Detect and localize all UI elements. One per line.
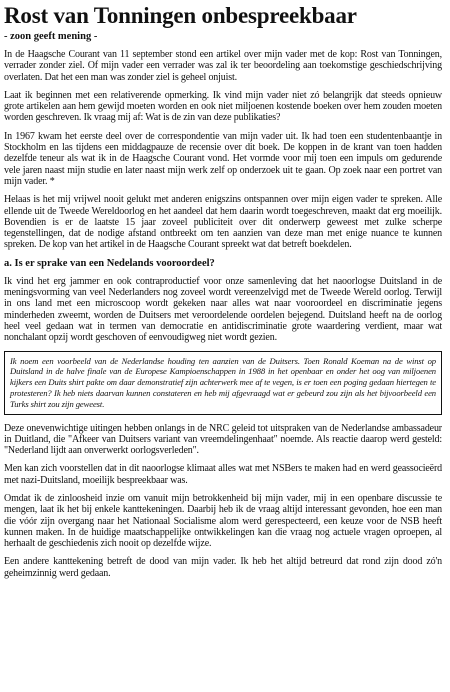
article-subtitle: - zoon geeft mening -	[4, 31, 98, 42]
section-heading: a. Is er sprake van een Nedelands vooroordeel?	[4, 257, 215, 269]
paragraph-1967: In 1967 kwam het eerste deel over de correspondentie van mijn vader uit. Ik had toen een studentenbaantje in Stockholm en las tijdens een middagpauze de recensie over dit boek. De koppen in de krant van toen hadden dezelfde teneur als wat ik in de Haagsche Courant vond. Het vormde voor mij toen een impuls om gedurende vele jaren naast mijn studie en later naast mijn werk zelf op onderzoek uit te gaan. Op zoek naar een portret van mijn vader. *	[4, 130, 442, 187]
paragraph-intro: In de Haagsche Courant van 11 september stond een artikel over mijn vader met de kop: Rost van Tonningen, verrader zonder ziel. Of mijn vader een verrader was zal ik ter beoordeling aan toekomstige geschiedschrijving overlaten. Dat het een man was zonder ziel is geheel onjuist.	[4, 49, 442, 83]
paragraph-difficulty: Helaas is het mij vrijwel nooit gelukt met anderen enigszins ontspannen over mijn eigen vader te spreken. Alle ellende uit de Tweede Wereldoorlog en het aandeel dat hem daarin wordt toegeschreven, maakt dat erg moeilijk. Bovendien is er de laatste 15 jaar zoveel publiciteit over dit onderwerp geweest met zulke scherpe tegenstellingen, dat de nodige afstand ontbreekt om ten aanzien van deze man met enige nuance te kunnen spreken. De kop van het artikel in de Haagsche Courant spreekt wat dat betreft boekdelen.	[4, 194, 442, 251]
paragraph-climate: Men kan zich voorstellen dat in dit naoorlogse klimaat alles wat met NSBers te maken had en werd geassocieërd met nazi-Duitsland, moeilijk bespreekbaar was.	[4, 463, 442, 486]
paragraph-death: Een andere kanttekening betreft de dood van mijn vader. Ik heb het altijd betreurd dat rond zijn dood zó'n geheimzinnig werd gedaan.	[4, 556, 442, 579]
article-title: Rost van Tonningen onbespreekbaar	[4, 3, 357, 28]
boxed-note: Ik noem een voorbeeld van de Nederlandse houding ten aanzien van de Duitsers. Toen Ronald Koeman na de winst op Duitsland in de halve finale van de Europese Kampioenschappen in 1988 in het openbaar en onder het oog van miljoenen kijkers een Duits shirt pakte om daar demonstratief zijn achterwerk mee af te vegen, is er toen een poging gedaan hiertegen te protesteren? Ik heb niets daarvan kunnen constateren en heb mij afgevraagd wat er gebeurd zou zijn als het bijvoorbeeld een Turks shirt zou zijn geweest.	[4, 351, 442, 415]
paragraph-germany: Ik vind het erg jammer en ook contraproductief voor onze samenleving dat het naoorlogse Duitsland in de meningsvorming van veel Nederlanders nog zoveel wordt vereenzelvigd met de Tweede Wereld oorlog. Terwijl in ons land met een microscoop wordt gekeken naar alles wat naar vooroordeel en discriminatie jegens minderheden zweemt, worden de Duitsers met veroordelende oordelen bejegend. Duitsland heeft na de oorlog heel veel gedaan wat in termen van democratie en antidiscriminatie grote waardering verdient, maar wat nonchalant opzij wordt geschoven of eenvoudigweg niet wordt gezien.	[4, 275, 442, 344]
paragraph-remarks: Omdat ik de zinloosheid inzie om vanuit mijn betrokkenheid bij mijn vader, mij in een openbare discussie te mengen, laat ik het bij enkele kanttekeningen. Daarbij heb ik de vraag altijd interessant gevonden, hoe een man die vóór zijn overgang naar het Nationaal Socialisme alom werd gerespecteerd, een keuze voor de NSB heeft kunnen maken. In de huidige maatschappelijke ontwikkelingen kan die vraag nog actuele vragen oproepen, al herhaalt de geschiedenis zich nooit op dezelfde wijze.	[4, 493, 442, 550]
paragraph-relativizing: Laat ik beginnen met een relativerende opmerking. Ik vind mijn vader niet zó belangrijk dat steeds opnieuw grote artikelen aan hem gewijd moeten worden en ook niet miljoenen kostende boeken over hem zouden moeten worden geschreven. Ik vraag mij af: Wat is de zin van deze publikaties?	[4, 89, 442, 124]
paragraph-nrc: Deze onevenwichtige uitingen hebben onlangs in de NRC geleid tot uitspraken van de Nederlandse ambassadeur in Duitland, die "Afkeer van Duitsers variant van vreemdelingenhaat" noemde. Als reactie daarop werd gesteld: "Nederland lijdt aan onverwerkt oorlogsverleden".	[4, 422, 442, 457]
